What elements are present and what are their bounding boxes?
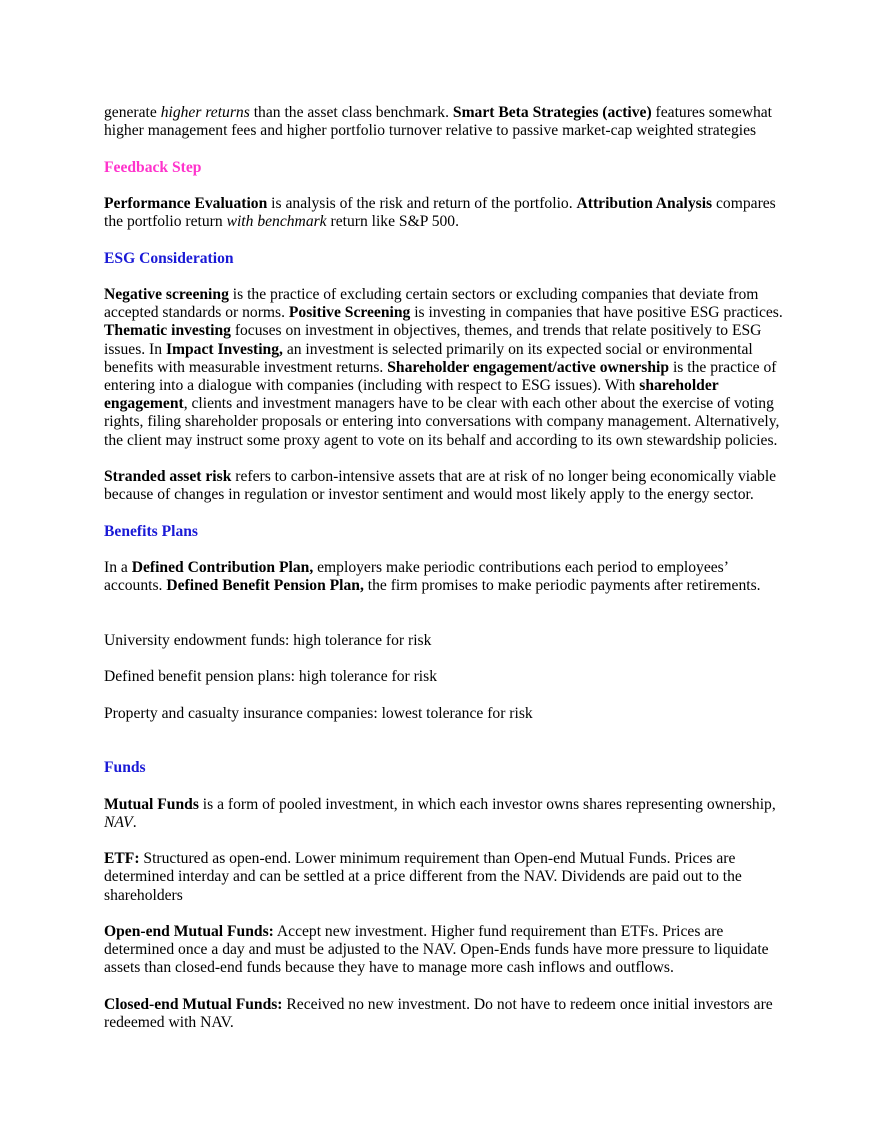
defined-contribution-term: Defined Contribution Plan,	[131, 558, 314, 576]
esg-text: focuses on investment in objectives, themes, and trends that relate positively to ESG issues. In	[104, 322, 762, 358]
closed-end-term: Closed-end Mutual Funds:	[104, 995, 283, 1013]
benefits-text: employers make periodic contributions each period to employees’ accounts.	[104, 558, 728, 595]
intro-text: than the asset class benchmark.	[249, 104, 453, 121]
positive-screening-term: Positive Screening	[288, 304, 411, 322]
esg-text: , clients and investment managers have to be clear with each other about the exercise of voting rights, filing shareholder proposals or entering into conversations with company management. Alternatively, the client may instruct some proxy agent to vote on its behalf and according to its own stewardship policies.	[104, 395, 780, 449]
performance-evaluation-term: Performance Evaluation	[104, 194, 268, 212]
feedback-text: return like S&P 500.	[326, 213, 460, 231]
feedback-text: is analysis of the risk and return of the portfolio.	[267, 194, 577, 212]
etf-term: ETF:	[104, 850, 140, 868]
intro-text: generate	[104, 104, 161, 121]
feedback-paragraph	[104, 195, 784, 231]
shareholder-engagement-term: Shareholder engagement/active ownership	[387, 358, 670, 376]
benefits-text: In a	[104, 558, 132, 576]
risk-tolerance-list	[104, 614, 784, 741]
shareholder-engagement-term: shareholder engagement	[104, 376, 719, 413]
feedback-italic: with benchmark	[226, 213, 327, 231]
stranded-asset-text: refers to carbon-intensive assets that are at risk of no longer being economically viable because of changes in regulation or investor sentiment and would most likely apply to the energy sector.	[104, 467, 777, 504]
impact-investing-term: Impact Investing,	[165, 340, 283, 358]
intro-paragraph	[104, 104, 784, 140]
feedback-step-heading: Feedback Step	[104, 158, 202, 176]
esg-text: is investing in companies that have positive ESG practices.	[410, 304, 783, 322]
esg-text: is the practice of excluding certain sectors or excluding companies that deviate from accepted standards or norms.	[104, 285, 759, 322]
attribution-analysis-term: Attribution Analysis	[576, 194, 713, 212]
esg-text: is the practice of entering into a dialogue with companies (including with respect to ESG issues). With	[104, 358, 777, 394]
mutual-funds-paragraph	[104, 796, 784, 832]
feedback-text: compares the portfolio return	[104, 194, 776, 231]
etf-paragraph	[104, 850, 784, 905]
esg-paragraph	[104, 286, 784, 450]
funds-heading: Funds	[104, 759, 146, 777]
list-item: Property and casualty insurance companies: lowest tolerance for risk	[104, 704, 533, 722]
stranded-asset-risk-term: Stranded asset risk	[104, 467, 232, 485]
mutual-funds-term: Mutual Funds	[104, 795, 199, 813]
esg-text: an investment is selected primarily on its expected social or environmental benefits with measurable investment returns.	[104, 340, 753, 376]
benefits-paragraph	[104, 559, 784, 595]
open-end-paragraph	[104, 923, 784, 978]
open-end-text: Accept new investment. Higher fund requirement than ETFs. Prices are determined once a day and must be adjusted to the NAV. Open-Ends funds have more pressure to liquidate assets than closed-end funds because they have to manage more cash inflows and outflows.	[104, 922, 769, 977]
benefits-plans-heading: Benefits Plans	[104, 522, 198, 540]
negative-screening-term: Negative screening	[104, 285, 229, 303]
thematic-investing-term: Thematic investing	[104, 322, 231, 340]
benefits-text: the firm promises to make periodic payments after retirements.	[363, 577, 761, 595]
intro-text: features somewhat higher management fees and higher portfolio turnover relative to passive market-cap weighted strategies	[104, 104, 773, 140]
document-page	[104, 104, 784, 1032]
etf-text: Structured as open-end. Lower minimum requirement than Open-end Mutual Funds. Prices are determined interday and can be settled at a price different from the NAV. Dividends are paid out to the shareholders	[104, 850, 742, 904]
intro-italic: higher returns	[160, 104, 250, 121]
esg-heading: ESG Consideration	[104, 249, 234, 267]
smart-beta-term: Smart Beta Strategies (active)	[452, 104, 652, 121]
list-item: University endowment funds: high tolerance for risk	[104, 631, 432, 649]
mutual-funds-text: .	[132, 813, 137, 831]
nav-italic: NAV	[104, 813, 133, 831]
open-end-term: Open-end Mutual Funds:	[104, 922, 274, 940]
stranded-asset-paragraph	[104, 468, 784, 504]
defined-benefit-term: Defined Benefit Pension Plan,	[166, 577, 364, 595]
mutual-funds-text: is a form of pooled investment, in which each investor owns shares representing ownership,	[198, 795, 776, 813]
closed-end-paragraph	[104, 996, 784, 1032]
closed-end-text: Received no new investment. Do not have to redeem once initial investors are redeemed with NAV.	[104, 995, 773, 1031]
list-item: Defined benefit pension plans: high tolerance for risk	[104, 668, 437, 686]
